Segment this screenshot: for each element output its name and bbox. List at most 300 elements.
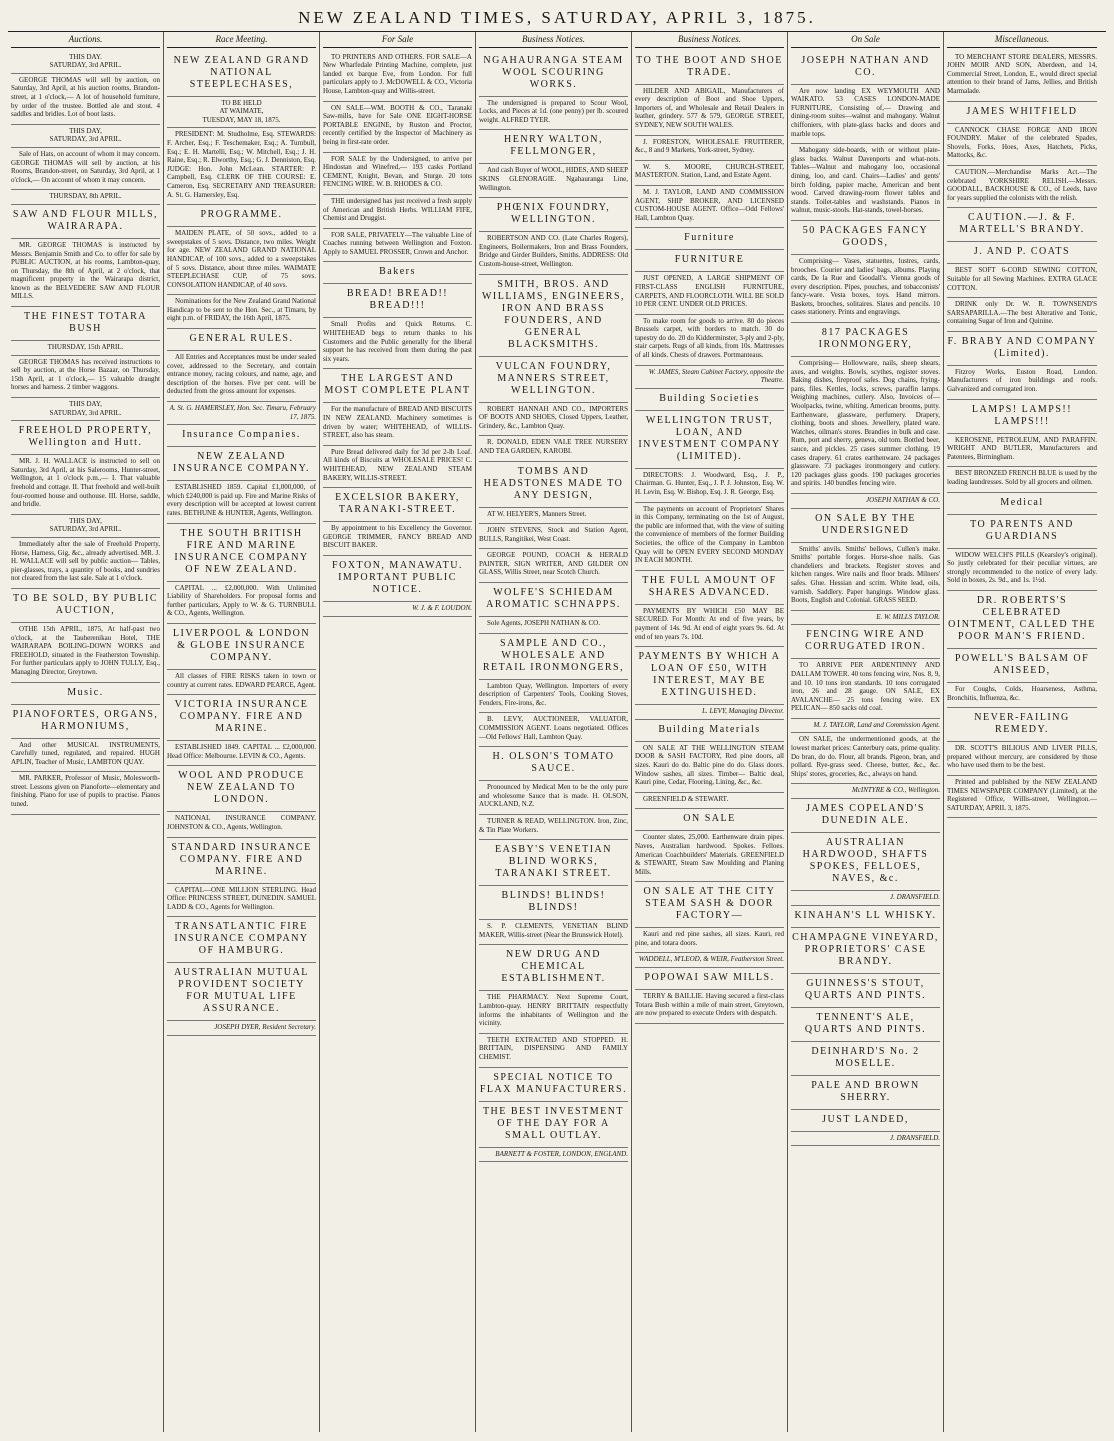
ad-body: ON SALE, the undermentioned goods, at the lowest market prices: Canterbury oats, prime quality. Do bran, do do. Flour, all brands. Pigeon, bran, and pollard. Rye-grass seed. Cheese, butter, &c., &c. Ships' stores, groceries, &c., always on hand.	[791, 735, 940, 778]
advertisement	[167, 670, 316, 695]
advertisement	[11, 307, 160, 341]
advertisement	[323, 153, 472, 195]
advertisement	[947, 434, 1097, 468]
ad-body: B. LEVY, AUCTIONEER, VALUATOR, COMMISSION AGENT. Loans negotiated. Offices—Old Fellows' Hall, Lambton Quay.	[479, 715, 628, 741]
ad-signature: J. DRANSFIELD.	[890, 893, 940, 902]
ad-body: Kauri and red pine sashes, all sizes. Kauri, red pine, and totara doors.	[635, 930, 784, 947]
advertisement	[947, 208, 1097, 242]
ad-body: R. DONALD, EDEN VALE TREE NURSERY AND TEA GARDEN, KAROBI.	[479, 438, 628, 455]
ad-body: ESTABLISHED 1859. Capital £1,000,000, of which £240,000 is paid up. Fire and Marine Risks of every description will be accepted at lowest current rates. BETHUNE & HUNTER, Agents, Wellington.	[167, 483, 316, 517]
ad-signature: M. J. TAYLOR, Land and Commission Agent.	[813, 720, 940, 729]
advertisement	[947, 776, 1097, 818]
ad-headline: SAMPLE AND CO., WHOLESALE AND RETAIL IRONMONGERS,	[482, 637, 625, 673]
advertisement	[323, 522, 472, 556]
ad-body: Comprising— Hollowware, nails, sheep shears, axes, and weights. Bowls, scythes, register stoves. Baking dishes, fireproof safes. Dog chains, frying-pans, files. Kettles, locks, screws, paraffin lamps. Weighing machines, cutlery. Also, Invoices of— Woolpacks, twine, whiting. American brooms, putty. Earthenware, glassware, perfumery. Drapery, clothing, boots and shoes. Jewellery, plated ware. Watches, oilman's stores. Brandies in bulk and case. Rum, port and sherry, geneva, old tom. Bottled beer, sauce, and pickles. 25 cases summer clothing. 19 cases drapery. 61 crates earthenware. 24 packages glassware. 73 packages ironmongery and cutlery. 120 packages glass goods. 190 packages groceries and spirits. 140 bundles fencing wire.	[791, 359, 940, 488]
ad-headline: TO BE SOLD, BY PUBLIC AUCTION,	[12, 592, 159, 616]
ad-headline: Furniture	[684, 232, 735, 244]
advertisement	[791, 494, 940, 509]
ad-headline: LIVERPOOL & LONDON & GLOBE INSURANCE COMPANY.	[172, 627, 311, 663]
ad-body: The payments on account of Proprietors' Shares in this Company, terminating on the 1st of August, the public are informed that, with the view of suiting the convenience of members of the former Building Societies, the office of the Company in Lambton Quay will be OPEN EVERY SECOND MONDAY IN EACH MONTH.	[635, 504, 784, 565]
ad-headline: JOSEPH NATHAN AND CO.	[801, 54, 930, 78]
ad-body: DRINK only Dr. W. R. TOWNSEND'S SARSAPARILLA.—The best Alterative and Tonic, containing Sugar of Iron and Quinine.	[947, 300, 1097, 326]
advertisement	[11, 455, 160, 515]
column-heading: Race Meeting.	[167, 32, 316, 48]
advertisement	[479, 462, 628, 508]
advertisement	[635, 51, 784, 85]
advertisement	[11, 341, 160, 356]
column-heading: Business Notices.	[479, 32, 628, 48]
advertisement	[791, 543, 940, 611]
advertisement	[167, 351, 316, 402]
advertisement	[947, 549, 1097, 591]
ad-headline: ON SALE BY THE UNDERSIGNED	[815, 512, 916, 536]
advertisement	[167, 741, 316, 766]
advertisement	[323, 369, 472, 403]
ad-body: Immediately after the sale of Freehold Property, Horse, Harness, Gig, &c., already advertised. MR. J. H. WALLACE will sell by public auction— Tables, pier-glasses, trays, a quantity of books, and sundries not cleared from the last sale. Sale at 1 o'clock.	[11, 539, 160, 583]
advertisement	[947, 102, 1097, 124]
advertisement	[11, 148, 160, 190]
ad-body: All Entries and Acceptances must be under sealed cover, addressed to the Secretary, and contain entrance money, racing colours, and name, age, and description of the horses. Five per cent. will be deducted from the gross amount for expenses.	[167, 353, 316, 396]
ad-body: MR. GEORGE THOMAS is instructed by Messrs. Benjamin Smith and Co. to offer for sale by PUBLIC AUCTION, at his rooms, Lambton-quay, on Thursday, the 8th of April, at 2 o'clock, that magnificent property in the Wairarapa district, known as the BELVEDERE SAW AND FLOUR MILLS.	[11, 240, 160, 301]
ad-headline: TRANSATLANTIC FIRE INSURANCE COMPANY OF HAMBURG.	[174, 921, 309, 957]
advertisement	[947, 708, 1097, 742]
ad-headline: BREAD! BREAD!! BREAD!!!	[346, 288, 449, 312]
ad-headline: Medical	[1000, 496, 1044, 508]
ad-signature: WADDELL, M'LEOD, & WEIR, Featherston Street.	[638, 955, 784, 964]
ad-headline: HENRY WALTON, FELLMONGER,	[504, 134, 603, 158]
advertisement	[791, 144, 940, 221]
advertisement	[635, 503, 784, 571]
advertisement	[479, 436, 628, 461]
advertisement	[947, 467, 1097, 492]
advertisement	[167, 766, 316, 812]
ad-body: W. S. MOORE, CHURCH-STREET, MASTERTON. Station, Land, and Estate Agent.	[635, 162, 784, 180]
ad-body: FOR SALE, PRIVATELY—The valuable Line of Coaches running between Wellington and Foxton. Apply to SAMUEL PROSSER, Crown and Anchor.	[323, 230, 472, 256]
advertisement	[635, 928, 784, 953]
column-heading: On Sale	[791, 32, 940, 48]
advertisement	[479, 617, 628, 634]
advertisement	[479, 97, 628, 131]
advertisement	[479, 991, 628, 1033]
ad-body: PRESIDENT: M. Studholme, Esq. STEWARDS: F. Archer, Esq.; F. Teschemaker, Esq.; A. Turnbull, Esq.; E. H. Martelli, Esq.; W. Mitchell, Esq.; J. H. Raine, Esq.; R. Elworthy, Esq.; G. J. Denniston, Esq. JUDGE: Hon. John McLean. STARTER: P. Campbell, Esq. CLERK OF THE COURSE: E. Cameron, Esq. SECRETARY AND TREASURER: A. St. G. Hamersley, Esq.	[167, 130, 316, 199]
ad-headline: PALE AND BROWN SHERRY.	[811, 1079, 920, 1103]
ad-dateline: THURSDAY, 15th APRIL.	[47, 343, 124, 352]
ad-body: THE undersigned has just received a fresh supply of American and British Herbs. WILLIAM FIFE, Chemist and Druggist.	[323, 196, 472, 223]
ad-headline: NEW ZEALAND INSURANCE COMPANY.	[172, 451, 311, 475]
ad-headline: NEW ZEALAND GRAND NATIONAL STEEPLECHASES,	[173, 54, 310, 90]
advertisement	[479, 840, 628, 886]
advertisement	[167, 447, 316, 481]
advertisement	[791, 719, 940, 734]
advertisement	[635, 809, 784, 831]
ad-body: NATIONAL INSURANCE COMPANY. JOHNSTON & CO., Agents, Wellington.	[167, 814, 316, 831]
advertisement	[479, 781, 628, 815]
column-2	[164, 32, 320, 1432]
ad-body: Smiths' anvils. Smiths' bellows, Cullen's make. Smiths' portable forges. Horse-shoe nails. Gas chandeliers and brackets. Register stoves and kitchen ranges. Wire nails and floor brads. Milners' safes. Glue. Hessian and scrim. White lead, oils, varnish. Saddlery. Paper hangings. Window glass. Boots, English and Colonial. GRASS SEED.	[791, 544, 940, 605]
ad-headline: DEINHARD'S No. 2 MOSELLE.	[811, 1045, 920, 1069]
advertisement	[167, 524, 316, 582]
masthead: NEW ZEALAND TIMES, SATURDAY, APRIL 3, 1875.	[8, 6, 1106, 32]
ad-headline: GUINNESS'S STOUT, QUARTS AND PINTS.	[804, 977, 927, 1001]
advertisement	[11, 772, 160, 814]
ad-headline: TENNENT'S ALE, QUARTS AND PINTS.	[804, 1011, 927, 1035]
advertisement	[479, 1068, 628, 1102]
ad-body: Nominations for the New Zealand Grand National Handicap to be sent to the Hon. Sec., at Timaru, by eight p.m. of FRIDAY, the 16th April, 1875.	[167, 297, 316, 323]
advertisement	[323, 229, 472, 263]
advertisement	[635, 742, 784, 793]
ad-headline: VULCAN FOUNDRY, MANNERS STREET, WELLINGTON.	[495, 360, 612, 396]
ad-body: CAUTION.—Merchandise Marks Act.—The celebrated YORKSHIRE RELISH.—Messrs. GOODALL, BACKHOUSE & CO., of Leeds, have for years supplied the colonists with the relish.	[947, 167, 1097, 202]
advertisement	[323, 446, 472, 488]
ad-body: GREENFIELD & STEWART.	[643, 794, 729, 803]
advertisement	[167, 1021, 316, 1036]
ad-body: Sole Agents, JOSEPH NATHAN & CO.	[487, 619, 600, 628]
column-5	[632, 32, 788, 1432]
advertisement	[791, 891, 940, 906]
advertisement	[635, 366, 784, 389]
ad-body: ROBERT HANNAH AND CO., IMPORTERS OF BOOTS AND SHOES, Closed Uppers, Leather, Grindery, &c., Lambton Quay.	[479, 404, 628, 430]
ad-body: To make room for goods to arrive. 80 do pieces Brussels carpet, with borders to match. 30 do tapestry do do. 20 do Kidderminster, 3-ply and 2-ply, stair carpets. Rugs of all kinds, from 10s. Mattresses of all kinds. Chests of drawers. Portmanteaus.	[635, 316, 784, 360]
advertisement	[947, 742, 1097, 776]
ad-body: Comprising— Vases, statuettes, lustres, cards, brooches. Courier and ladies' bags, albums. Playing cards, De la Rue and Goodall's. Vienna goods of every description. Pipes, pouches, and tobacconists' fancy-ware. Vesta boxes, toys. Hand mirrors. Baskets, brooches, solitaires. Slates and pencils. 10 cases stationery. Prints and engravings.	[791, 256, 940, 317]
advertisement	[167, 97, 316, 129]
ad-headline: CHAMPAGNE VINEYARD, PROPRIETORS' CASE BRANDY.	[792, 931, 939, 967]
ad-dateline: THIS DAY,	[69, 516, 102, 525]
advertisement	[323, 51, 472, 102]
ad-dateline: TUESDAY, MAY 18, 1875.	[202, 115, 281, 124]
ad-body: All classes of FIRE RISKS taken in town or country at current rates. EDWARD PEARCE, Agent.	[167, 671, 316, 689]
advertisement	[167, 481, 316, 523]
ad-body: THE PHARMACY. Next Supreme Court, Lambton-quay. HENRY BRITTAIN respectfully informs the inhabitants of Wellington and the vicinity.	[479, 993, 628, 1028]
ad-body: TURNER & READ, WELLINGTON. Iron, Zinc, & Tin Plate Workers.	[479, 817, 628, 834]
ad-body: S. P. CLEMENTS, VENETIAN BLIND MAKER, Willis-street (Near the Brunswick Hotel).	[479, 922, 628, 939]
ad-body: OTHE 15th APRIL, 1875, At half-past two o'clock, at the Tauherenikau Hotel, THE WAIRARAPA BOILING-DOWN WORKS and FREEHOLD, situated in the Featherston Township. For further particulars apply to JOHN TULLY, Esq., Managing Director, Greytown.	[11, 624, 160, 676]
advertisement	[635, 705, 784, 720]
ad-dateline: AT WAIMATE,	[219, 107, 264, 116]
ad-headline: TO THE BOOT AND SHOE TRADE.	[636, 54, 783, 78]
column-4	[476, 32, 632, 1432]
advertisement	[167, 402, 316, 425]
ad-body: CAPITAL—ONE MILLION STERLING. Head Office: PRINCESS STREET, DUNEDIN. SAMUEL LADD & CO., Agents for Wellington.	[167, 885, 316, 911]
advertisement	[167, 329, 316, 351]
advertisement	[479, 51, 628, 97]
advertisement	[167, 624, 316, 670]
ad-signature: JOSEPH NATHAN & CO.	[865, 495, 940, 504]
ad-headline: POWELL'S BALSAM OF ANISEED,	[954, 653, 1090, 676]
ad-body: For the manufacture of BREAD AND BISCUITS IN NEW ZEALAND. Machinery sometimes is driven by water; WHITEHEAD, of WILLIS-STREET, also has steam.	[323, 405, 472, 440]
ad-headline: JAMES COPELAND'S DUNEDIN ALE.	[806, 803, 925, 827]
ad-body: And other MUSICAL INSTRUMENTS, Carefully tuned, regulated, and repaired. HUGH APLIN, Teacher of Music, LAMBTON QUAY.	[11, 740, 160, 766]
advertisement	[479, 886, 628, 920]
ad-headline: Building Societies	[659, 392, 760, 404]
ad-dateline: SATURDAY, 3rd APRIL.	[49, 135, 122, 144]
advertisement	[791, 625, 940, 659]
ad-body: ON SALE—WM. BOOTH & CO., Taranaki Saw-mills, have for Sale ONE EIGHT-HORSE PORTABLE ENGINE, by Ruston and Proctor, recently certified by the Inspector of Machinery as being in first-rate order.	[323, 103, 472, 146]
column-heading: Auctions.	[11, 32, 160, 48]
advertisement	[323, 318, 472, 369]
ad-headline: NEVER-FAILING REMEDY.	[974, 712, 1070, 736]
ad-body: TO MERCHANT STORE DEALERS, MESSRS. JOHN MOIR AND SON, Aberdeen, and 14, Commercial Street, London, E., would direct special attention to their brand of Jams, Jellies, and British Marmalade.	[947, 52, 1097, 95]
ad-body: Pronounced by Medical Men to be the only pure and wholesome Sauce that is made. H. OLSON, AUCKLAND, N.Z.	[479, 783, 628, 809]
advertisement	[635, 186, 784, 228]
column-6	[788, 32, 944, 1432]
ad-body: GEORGE POUND, COACH & HERALD PAINTER, SIGN WRITER, AND GILDER ON GLASS, Willis Street, near Scotch Church.	[479, 551, 628, 577]
advertisement	[323, 195, 472, 229]
advertisement	[791, 1132, 940, 1147]
column-heading: Business Notices.	[635, 32, 784, 48]
ad-headline: Bakers	[379, 266, 416, 278]
ad-body: Counter slates, 25,000. Earthenware drain pipes. Naves, Australian hardwood. Spokes. Felloes. American Coachbuilders' Materials. GREENFIELD & STEWART, Steam Saw Moulding and Planing Mills.	[635, 833, 784, 876]
ad-headline: FURNITURE	[674, 254, 745, 266]
advertisement	[167, 425, 316, 447]
ad-body: TEETH EXTRACTED AND STOPPED. H. BRITTAIN, DISPENSING AND FAMILY CHEMIST.	[479, 1035, 628, 1061]
ad-headline: JUST LANDED,	[822, 1113, 909, 1125]
advertisement	[791, 221, 940, 255]
advertisement	[791, 733, 940, 784]
ad-headline: THE LARGEST AND MOST COMPLETE PLANT	[324, 373, 471, 397]
advertisement	[479, 1034, 628, 1068]
ad-dateline: TO BE HELD	[221, 98, 262, 107]
advertisement	[947, 242, 1097, 264]
column-heading: For Sale	[323, 32, 472, 48]
ad-body: Printed and published by the NEW ZEALAND TIMES NEWSPAPER COMPANY (Limited), at the Registered Office, Willis-street, Wellington.—SATURDAY, APRIL 3, 1875.	[947, 777, 1097, 812]
ad-dateline: THIS DAY,	[69, 126, 102, 135]
advertisement	[791, 784, 940, 799]
advertisement	[791, 799, 940, 833]
advertisement	[479, 524, 628, 549]
ad-headline: CAUTION.—J. & F. MARTELL'S BRANDY.	[959, 212, 1085, 236]
column-heading: Miscellaneous.	[947, 32, 1097, 48]
advertisement	[323, 556, 472, 602]
advertisement	[323, 602, 472, 617]
advertisement	[635, 720, 784, 742]
ad-body: JUST OPENED, A LARGE SHIPMENT OF FIRST-CLASS ENGLISH FURNITURE, CARPETS, AND FLOORCLOTH. WILL BE SOLD 10 PER CENT. UNDER OLD PRICES.	[635, 274, 784, 309]
advertisement	[11, 705, 160, 739]
ad-signature: JOSEPH DYER, Resident Secretary.	[214, 1023, 316, 1032]
ad-body: Are now landing EX WEYMOUTH AND WAIKATO. 53 CASES LONDON-MADE FURNITURE, Consisting of,— Drawing and dining-room suites—walnut and mahogany. Walnut chiffoniers, with plate-glass backs and doors and marble tops.	[791, 86, 940, 138]
advertisement	[11, 190, 160, 205]
ad-headline: TOMBS AND HEADSTONES MADE TO ANY DESIGN,	[483, 465, 624, 501]
ad-body: JOHN STEVENS, Stock and Station Agent, BULLS, Rangitikei, West Coast.	[479, 526, 628, 543]
ad-dateline: THURSDAY, 8th APRIL.	[49, 192, 122, 201]
advertisement	[479, 713, 628, 747]
ad-headline: THE FINEST TOTARA BUSH	[23, 311, 148, 335]
advertisement	[11, 538, 160, 589]
ad-body: FOR SALE by the Undersigned, to arrive per Hindostan and Winefred,— 193 casks Portland CEMENT, Knight, Bevan, and Sturge. 20 tons FENCING WIRE. W. B. RHODES & CO.	[323, 154, 472, 189]
advertisement	[479, 508, 628, 525]
ad-body: DIRECTORS: J. Woodward, Esq., J. P., Chairman. G. Hunter, Esq., J. P. J. Johnston, Esq. W. H. Levin, Esq. W. Bishop, Esq. J. R. George, Esq.	[635, 470, 784, 497]
advertisement	[791, 928, 940, 974]
advertisement	[635, 831, 784, 882]
advertisement	[479, 549, 628, 583]
advertisement	[479, 945, 628, 991]
advertisement	[479, 747, 628, 781]
ad-headline: EXCELSIOR BAKERY, TARANAKI-STREET.	[335, 492, 460, 516]
advertisement	[791, 323, 940, 357]
ad-body: GEORGE THOMAS has received instructions to sell by auction, at the Horse Bazaar, on Thursday, 15th April, at 1 o'clock,— 15 valuable draught horses and harness. 2 timber waggons.	[11, 357, 160, 392]
advertisement	[791, 974, 940, 1008]
advertisement	[479, 583, 628, 617]
advertisement	[11, 739, 160, 773]
ad-headline: KINAHAN'S LL WHISKY.	[794, 909, 937, 921]
ad-headline: Music.	[67, 686, 104, 698]
ad-body: Fitzroy Works, Euston Road, London. Manufacturers of iron buildings and roofs. Galvanized and corrugated iron.	[947, 367, 1097, 394]
advertisement	[791, 906, 940, 928]
advertisement	[791, 1110, 940, 1132]
advertisement	[479, 1102, 628, 1148]
advertisement	[11, 239, 160, 307]
advertisement	[167, 227, 316, 295]
ad-headline: FREEHOLD PROPERTY, Wellington and Hutt.	[18, 425, 153, 449]
advertisement	[791, 255, 940, 323]
ad-body: M. J. TAYLOR, LAND AND COMMISSION AGENT, SHIP BROKER, AND LICENSED CUSTOM-HOUSE AGENT. Office—Odd Fellows' Hall, Lambton Quay.	[635, 187, 784, 222]
ad-headline: GENERAL RULES.	[189, 333, 294, 345]
advertisement	[635, 411, 784, 469]
ad-headline: 817 PACKAGES IRONMONGERY,	[818, 327, 913, 351]
ad-body: Small Profits and Quick Returns. C. WHITEHEAD begs to return thanks to his Customers and the Public generally for the liberal support he has received from them during the past six years.	[323, 320, 472, 363]
ad-headline: POPOWAI SAW MILLS.	[644, 972, 775, 984]
advertisement	[947, 264, 1097, 298]
advertisement	[947, 366, 1097, 400]
advertisement	[479, 680, 628, 714]
ad-body: HILDER AND ABIGAIL, Manufacturers of every description of Boot and Shoe Uppers, Importers of, and Wholesale and Retail Dealers in leather, grindery. 577 & 579, GEORGE STREET, SYDNEY, NEW SOUTH WALES.	[635, 86, 784, 129]
ad-body: For Coughs, Colds, Hoarseness, Asthma, Bronchitis, Influenza, &c.	[947, 685, 1097, 702]
ad-headline: VICTORIA INSURANCE COMPANY. FIRE AND MARINE.	[174, 699, 309, 735]
ad-dateline: SATURDAY, 3rd APRIL.	[49, 525, 122, 534]
ad-body: Sale of Hats, on account of whom it may concern. GEORGE THOMAS will sell by auction, at his Rooms, Brandon-street, on Saturday, 3rd April, at 1 o'clock,— On account of whom it may concern.	[11, 149, 160, 184]
advertisement	[167, 582, 316, 624]
ad-headline: PAYMENTS BY WHICH A LOAN OF £50, WITH INTEREST, MAY BE EXTINGUISHED.	[638, 651, 781, 699]
ad-body: By appointment to his Excellency the Governor. GEORGE TRIMMER, FANCY BREAD AND BISCUIT BAKER.	[323, 524, 472, 550]
ad-headline: EASBY'S VENETIAN BLIND WORKS, TARANAKI STREET.	[494, 844, 612, 880]
ad-signature: L. LEVY, Managing Director.	[702, 707, 784, 716]
advertisement	[479, 1148, 628, 1163]
ad-headline: STANDARD INSURANCE COMPANY. FIRE AND MARINE.	[171, 841, 312, 877]
advertisement	[635, 272, 784, 314]
ad-headline: THE SOUTH BRITISH FIRE AND MARINE INSURANCE COMPANY OF NEW ZEALAND.	[174, 527, 309, 575]
ad-headline: THE FULL AMOUNT OF SHARES ADVANCED.	[642, 574, 777, 598]
ad-signature: BARNETT & FOSTER, LONDON, ENGLAND.	[495, 1149, 628, 1158]
ad-headline: 50 PACKAGES FANCY GOODS,	[802, 224, 929, 248]
advertisement	[11, 515, 160, 538]
ad-headline: THE BEST INVESTMENT OF THE DAY FOR A SMALL OUTLAY.	[482, 1105, 625, 1141]
ad-headline: WOLFE'S SCHIEDAM AROMATIC SCHNAPPS.	[486, 587, 621, 611]
advertisement	[323, 102, 472, 153]
advertisement	[11, 623, 160, 683]
advertisement	[947, 51, 1097, 102]
advertisement	[635, 605, 784, 647]
ad-signature: W. J. & F. LOUDON.	[412, 603, 472, 612]
advertisement	[947, 493, 1097, 515]
advertisement	[635, 469, 784, 503]
ad-body: And cash Buyer of WOOL, HIDES, AND SHEEP SKINS GLENORAGIE. Ngahauranga Line, Wellington.	[479, 166, 628, 192]
advertisement	[167, 838, 316, 884]
ad-body: ROBERTSON AND CO. (Late Charles Rogers), Engineers, Boilermakers, Iron and Brass Founders, Bridge and Girder Builders, Smiths. ADDRESS: Old Custom-house-street, Wellington.	[479, 234, 628, 268]
column-1	[8, 32, 164, 1432]
advertisement	[791, 357, 940, 494]
advertisement	[479, 357, 628, 403]
ad-headline: J. AND P. COATS	[973, 246, 1071, 258]
advertisement	[479, 815, 628, 840]
ad-headline: PROGRAMME.	[200, 209, 283, 221]
advertisement	[167, 695, 316, 741]
ad-signature: A. St. G. HAMERSLEY, Hon. Sec. Timaru, February 17, 1875.	[169, 404, 316, 421]
ad-headline: SAW AND FLOUR MILLS, WAIRARAPA.	[12, 208, 159, 232]
advertisement	[791, 1008, 940, 1042]
ad-body: GEORGE THOMAS will sell by auction, on Saturday, 3rd April, at his auction rooms, Brandon-street, at 1 o'clock,— A lot of household furniture, by order of the trustee. Bottled ale and stout. 4 saddles and bridles. Lot of boot lasts.	[11, 75, 160, 119]
advertisement	[635, 250, 784, 272]
ad-headline: BLINDS! BLINDS! BLINDS!	[501, 890, 606, 914]
advertisement	[11, 421, 160, 455]
advertisement	[479, 403, 628, 437]
ad-headline: SMITH, BROS. AND WILLIAMS, ENGINEERS, IRON AND BRASS FOUNDERS, AND GENERAL BLACKSMITHS.	[481, 278, 626, 350]
column-7	[944, 32, 1100, 1432]
advertisement	[167, 812, 316, 837]
ad-headline: PHŒNIX FOUNDRY, WELLINGTON.	[496, 202, 611, 226]
ad-body: TO ARRIVE PER ARDENTINNY AND DALLAM TOWER. 40 tons fencing wire, Nos. 8, 9, and 10. 10 tons iron standards. 10 tons corrugated iron, 26 and 28 gauge. ON SALE, EX AVALANCHE— 25 tons fencing wire. EX PELICAN— 850 sacks old coal.	[791, 661, 940, 713]
ad-headline: H. OLSON'S TOMATO SAUCE.	[492, 751, 615, 775]
advertisement	[167, 295, 316, 329]
ad-headline: JAMES WHITFIELD	[966, 105, 1078, 117]
ad-headline: Building Materials	[658, 723, 761, 735]
ad-headline: LAMPS! LAMPS!! LAMPS!!!	[971, 403, 1073, 427]
ad-body: ESTABLISHED 1849. CAPITAL ... £2,000,000. Head Office: Melbourne. LEVIN & CO., Agents.	[167, 743, 316, 760]
advertisement	[479, 920, 628, 945]
advertisement	[635, 882, 784, 928]
advertisement	[635, 953, 784, 968]
ad-signature: McINTYRE & CO., Wellington.	[851, 786, 940, 795]
ad-body: MR. J. H. WALLACE is instructed to sell on Saturday, 3rd April, at his Salerooms, Hunter-street, Wellington, at 1 o'clock p.m.,— I. That valuable freehold and cottage. II. That freehold and well-built four-roomed house and outhouse. III. Horse, saddle, and bridle.	[11, 457, 160, 509]
advertisement	[167, 128, 316, 205]
advertisement	[323, 403, 472, 445]
ad-headline: AUSTRALIAN HARDWOOD, SHAFTS SPOKES, FELLOES, NAVES, &c.	[802, 837, 929, 885]
ad-body: PAYMENTS BY WHICH £50 MAY BE SECURED. For Month: At end of five years, by payment of 14s. 9d. At end of eight years 9s. 6d. At end of ten years 7s. 10d.	[635, 606, 784, 641]
ad-body: MR. PARKER, Professor of Music, Molesworth-street. Lessons given on Pianoforte—elementary and finishing. Piano for use of pupils to practise. Pianos tuned.	[11, 774, 160, 809]
ad-body: ON SALE AT THE WELLINGTON STEAM DOOR & SASH FACTORY, Red pine doors, all sizes. Kauri do do. Baltic pine do do. Glass doors. Window sashes, all sizes. Timber— Baltic deal, Kauri pine, Cedar, Flooring, Lining, &c., &c.	[635, 743, 784, 787]
advertisement	[947, 166, 1097, 208]
ad-body: AT W. HELYER'S, Manners Street.	[487, 509, 587, 518]
advertisement	[635, 571, 784, 605]
advertisement	[791, 1042, 940, 1076]
columns	[8, 32, 1106, 1432]
advertisement	[791, 659, 940, 719]
column-3	[320, 32, 476, 1432]
ad-headline: Insurance Companies.	[182, 429, 301, 441]
advertisement	[479, 275, 628, 357]
advertisement	[635, 647, 784, 705]
advertisement	[635, 228, 784, 250]
ad-body: TERRY & BAILLIE. Having secured a first-class Totara Bush within a mile of main street, Greytown, are now prepared to execute Orders with despatch.	[635, 992, 784, 1018]
ad-body: Lambton Quay, Wellington. Importers of every description of Carpenters' Tools, Cooking Stoves, Fenders, Fire-irons, &c.	[479, 681, 628, 707]
advertisement	[635, 161, 784, 186]
advertisement	[11, 683, 160, 705]
advertisement	[167, 205, 316, 227]
advertisement	[635, 990, 784, 1024]
ad-headline: AUSTRALIAN MUTUAL PROVIDENT SOCIETY FOR MUTUAL LIFE ASSURANCE.	[174, 967, 309, 1015]
advertisement	[479, 198, 628, 232]
advertisement	[791, 611, 940, 626]
advertisement	[635, 389, 784, 411]
advertisement	[791, 833, 940, 891]
ad-headline: F. BRABY AND COMPANY (Limited).	[947, 335, 1097, 359]
ad-dateline: THIS DAY,	[69, 400, 102, 409]
advertisement	[323, 488, 472, 522]
ad-body: J. FORESTON, WHOLESALE FRUITERER, &c., 8 and 9 Markets, York-street, Sydney.	[635, 137, 784, 155]
ad-dateline: SATURDAY, 3rd APRIL.	[49, 408, 122, 417]
advertisement	[947, 332, 1097, 366]
ad-body: KEROSENE, PETROLEUM, AND PARAFFIN. WRIGHT AND BUTLER, Manufacturers and Patentees, Birmingham.	[947, 435, 1097, 461]
advertisement	[791, 1076, 940, 1110]
